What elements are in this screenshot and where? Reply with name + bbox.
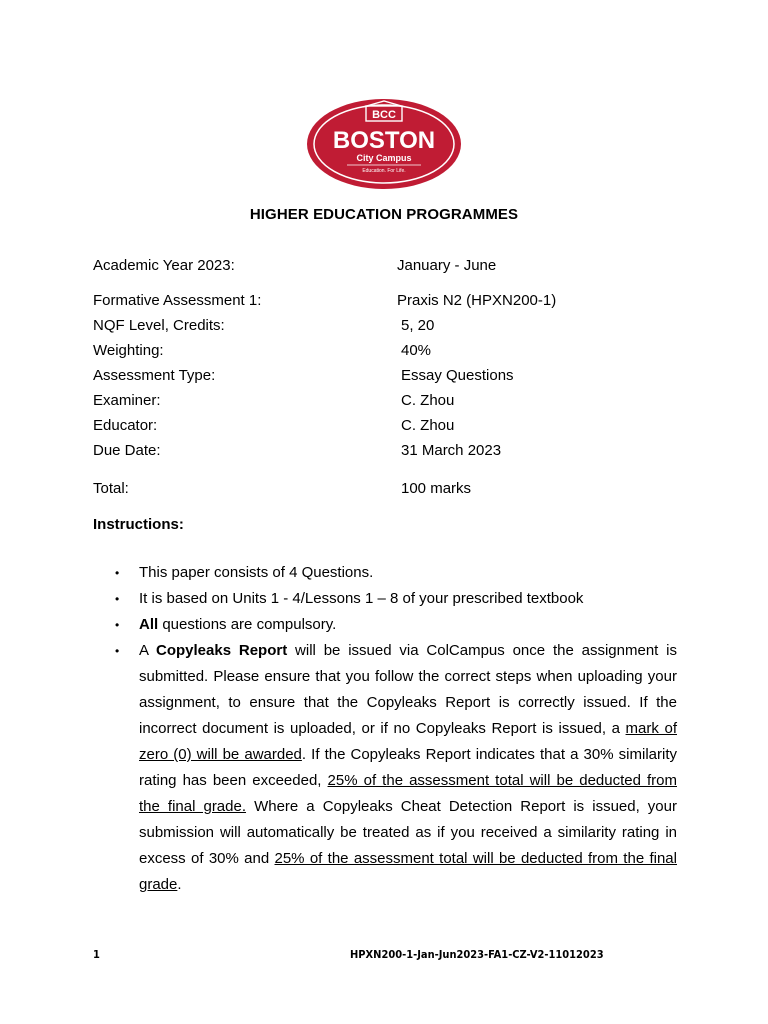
bullet-icon: •	[115, 566, 120, 580]
instructions-title: Instructions:	[93, 516, 184, 533]
list-item	[93, 560, 677, 586]
detail-label: Due Date:	[93, 442, 161, 459]
logo-name: BOSTON	[332, 127, 436, 154]
detail-value: 5, 20	[401, 317, 435, 334]
detail-label: Total:	[93, 480, 129, 497]
text-part: .	[177, 876, 182, 893]
list-item-text: This paper consists of 4 Questions.	[139, 564, 374, 581]
deduction-warning: 25% of the assessment total will be deducted from the final grade.	[139, 772, 677, 815]
detail-label: Examiner:	[93, 392, 161, 409]
detail-label: Assessment Type:	[93, 367, 216, 384]
text-part: A	[139, 642, 157, 659]
bullet-icon: •	[115, 592, 120, 606]
list-item-bold: All	[139, 616, 159, 633]
detail-value: 100 marks	[401, 480, 472, 497]
detail-value: C. Zhou	[401, 392, 455, 409]
list-item-text: It is based on Units 1 - 4/Lessons 1 – 8 of your prescribed textbook	[139, 590, 584, 607]
detail-label: Formative Assessment 1:	[93, 292, 262, 309]
detail-value: Essay Questions	[401, 367, 514, 384]
detail-label: Academic Year 2023:	[93, 257, 235, 274]
detail-label: Educator:	[93, 417, 158, 434]
detail-label: Weighting:	[93, 342, 164, 359]
text-part: Where a Copyleaks Cheat Detection Report is issued, your submission will automatically be treated as if you received a similarity rating in excess of 30% and	[139, 798, 677, 867]
detail-value: Praxis N2 (HPXN200-1)	[397, 292, 557, 309]
text-part: will be issued via ColCampus once the assignment is submitted. Please ensure that you follow the correct steps when uploading your assignment, to ensure that the Copyleaks Report is correctly issued. If the incorrect document is uploaded, or if no Copyleaks Report is issued, a	[139, 642, 677, 737]
list-item-text: questions are compulsory.	[158, 616, 337, 633]
logo-tagline: Education. For Life.	[362, 168, 406, 174]
document-code: HPXN200-1-Jan-Jun2023-FA1-CZ-V2-11012023	[350, 948, 604, 961]
zero-mark-warning: mark of zero (0) will be awarded	[139, 720, 677, 763]
detail-value: 31 March 2023	[401, 442, 502, 459]
list-item	[93, 612, 677, 638]
boston-city-campus-logo	[305, 98, 463, 190]
bullet-icon: •	[115, 618, 120, 632]
instructions-list	[93, 560, 677, 898]
list-item-copyleaks	[93, 638, 677, 898]
text-part: . If the Copyleaks Report indicates that a 30% similarity rating has been exceeded,	[139, 746, 677, 789]
list-item	[93, 586, 677, 612]
detail-label: NQF Level, Credits:	[93, 317, 225, 334]
detail-value: 40%	[401, 342, 432, 359]
copyleaks-report-term: Copyleaks Report	[156, 642, 288, 659]
bullet-icon: •	[115, 644, 120, 658]
page-heading: HIGHER EDUCATION PROGRAMMES	[249, 206, 519, 223]
detail-value: January - June	[397, 257, 497, 274]
logo-subtitle: City Campus	[356, 153, 412, 163]
deduction-warning-2: 25% of the assessment total will be deducted from the final grade	[139, 850, 677, 893]
logo-monogram: BCC	[372, 109, 396, 121]
detail-value: C. Zhou	[401, 417, 455, 434]
page-number: 1	[93, 948, 100, 961]
